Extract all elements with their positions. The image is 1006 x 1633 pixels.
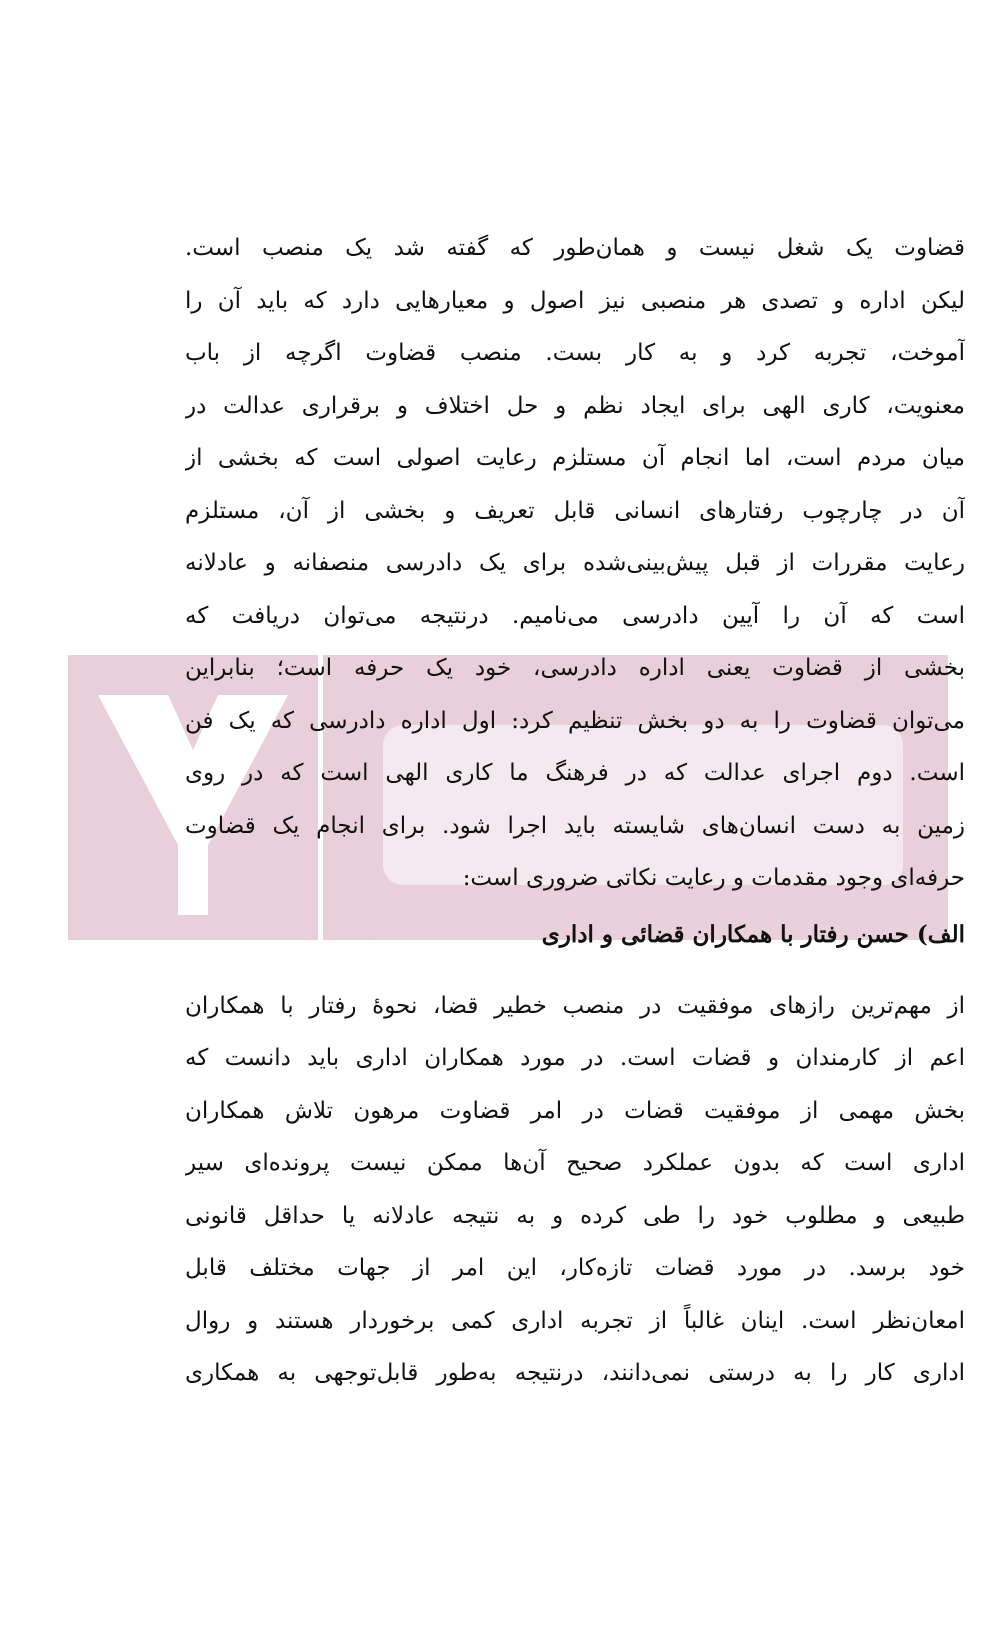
text-line: آموخت، تجربه کرد و به کار بست. منصب قضاوت اگرچه از باب — [185, 340, 965, 366]
text-line: آن در چارچوب رفتارهای انسانی قابل تعریف و بخشی از آن، مستلزم — [185, 497, 965, 524]
text-line: است که آن را آیین دادرسی می‌نامیم. درنتیجه می‌توان دریافت که — [185, 602, 965, 629]
text-line: میان مردم است، اما انجام آن مستلزم رعایت اصولی است که بخشی از — [185, 445, 965, 471]
text-line: بخشی از قضاوت یعنی اداره دادرسی، خود یک حرفه است؛ بنابراین — [185, 655, 965, 681]
text-line: اعم از کارمندان و قضات است. در مورد همکاران اداری باید دانست که — [185, 1045, 965, 1072]
text-line: خود برسد. در مورد قضات تازه‌کار، این امر از جهات مختلف قابل — [185, 1255, 965, 1282]
text-line: زمین به دست انسان‌های شایسته باید اجرا شود. برای انجام یک قضاوت — [185, 812, 965, 839]
text-line: امعان‌نظر است. اینان غالباً از تجربه اداری کمی برخوردار هستند و روال — [185, 1307, 965, 1334]
text-line: بخش مهمی از موفقیت قضات در امر قضاوت مرهون تلاش همکاران — [185, 1097, 965, 1124]
text-line: معنویت، کاری الهی برای ایجاد نظم و حل اختلاف و برقراری عدالت در — [185, 392, 965, 419]
text-line: از مهم‌ترین رازهای موفقیت در منصب خطیر قضا، نحوهٔ رفتار با همکاران — [185, 992, 965, 1019]
paragraph-colleagues — [185, 980, 965, 1400]
document-body — [185, 222, 965, 1400]
text-line: لیکن اداره و تصدی هر منصبی نیز اصول و معیارهایی دارد که باید آن را — [185, 287, 965, 314]
text-line: اداری کار را به درستی نمی‌دانند، درنتیجه به‌طور قابل‌توجهی به همکاری — [185, 1360, 965, 1387]
text-line: حرفه‌ای وجود مقدمات و رعایت نکاتی ضروری است: — [462, 865, 965, 891]
text-line: است. دوم اجرای عدالت که در فرهنگ ما کاری الهی است که در روی — [185, 760, 965, 786]
text-line: قضاوت یک شغل نیست و همان‌طور که گفته شد یک منصب است. — [185, 235, 965, 261]
text-line: اداری است که بدون عملکرد صحیح آن‌ها ممکن نیست پرونده‌ای سیر — [185, 1150, 965, 1177]
text-line: می‌توان قضاوت را به دو بخش تنظیم کرد: اول اداره دادرسی که یک فن — [185, 707, 965, 734]
paragraph-intro — [185, 222, 965, 905]
text-line: طبیعی و مطلوب خود را طی کرده و به نتیجه عادلانه یا حداقل قانونی — [185, 1202, 965, 1229]
section-heading: الف) حسن رفتار با همکاران قضائی و اداری — [541, 920, 965, 948]
text-line: رعایت مقررات از قبل پیش‌بینی‌شده برای یک دادرسی منصفانه و عادلانه — [185, 550, 965, 576]
